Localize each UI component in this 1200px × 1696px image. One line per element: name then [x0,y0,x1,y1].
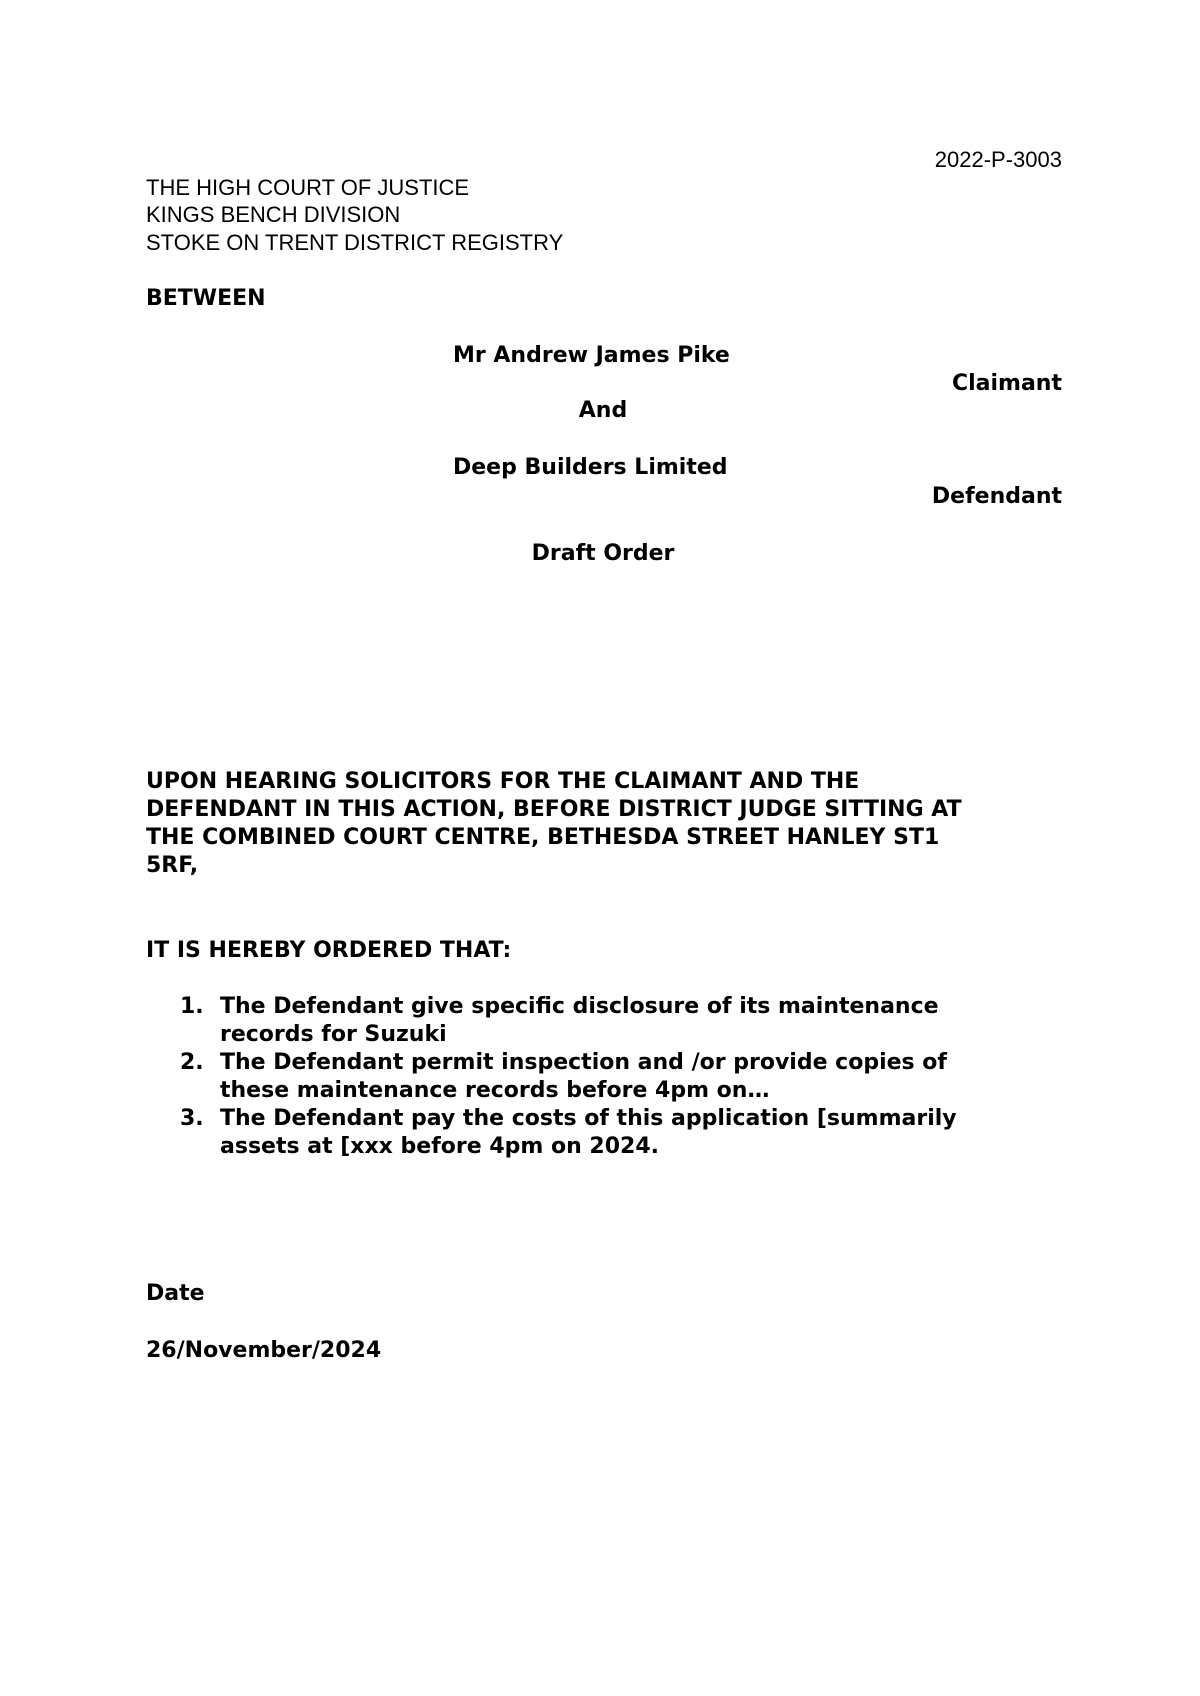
orders-list [180,993,1060,1161]
defendant-name: Deep Builders Limited [453,455,728,480]
court-registry: STOKE ON TRENT DISTRICT REGISTRY [146,230,564,255]
between-label: BETWEEN [146,286,266,311]
case-number: 2022-P-3003 [934,147,1062,172]
order-number: 2. [180,1050,204,1075]
order-line: The Defendant permit inspection and /or provide copies of [220,1050,947,1075]
ordered-heading: IT IS HEREBY ORDERED THAT: [146,938,512,963]
date-value: 26/November/2024 [146,1338,382,1363]
order-line: The Defendant pay the costs of this application [summarily [220,1106,957,1131]
claimant-role: Claimant [951,371,1062,396]
preamble-line: THE COMBINED COURT CENTRE, BETHESDA STREET HANLEY ST1 [146,825,940,850]
preamble-line: DEFENDANT IN THIS ACTION, BEFORE DISTRICT JUDGE SITTING AT [146,797,962,822]
order-item [180,1105,1060,1161]
order-line: assets at [xxx before 4pm on 2024. [220,1134,659,1159]
claimant-name: Mr Andrew James Pike [453,343,730,368]
date-label: Date [146,1281,205,1306]
order-item [180,993,1060,1049]
document-title: Draft Order [531,541,675,566]
preamble-line: 5RF, [146,853,199,878]
order-number: 1. [180,994,204,1019]
and-label: And [578,398,628,423]
court-name: THE HIGH COURT OF JUSTICE [146,175,470,200]
preamble-line: UPON HEARING SOLICITORS FOR THE CLAIMANT AND THE [146,769,860,794]
order-line: these maintenance records before 4pm on… [220,1078,770,1103]
order-item [180,1049,1060,1105]
court-division: KINGS BENCH DIVISION [146,202,401,227]
order-number: 3. [180,1106,204,1131]
order-line: records for Suzuki [220,1022,447,1047]
order-line: The Defendant give specific disclosure of its maintenance [220,994,939,1019]
defendant-role: Defendant [931,484,1062,509]
preamble [146,768,1066,880]
